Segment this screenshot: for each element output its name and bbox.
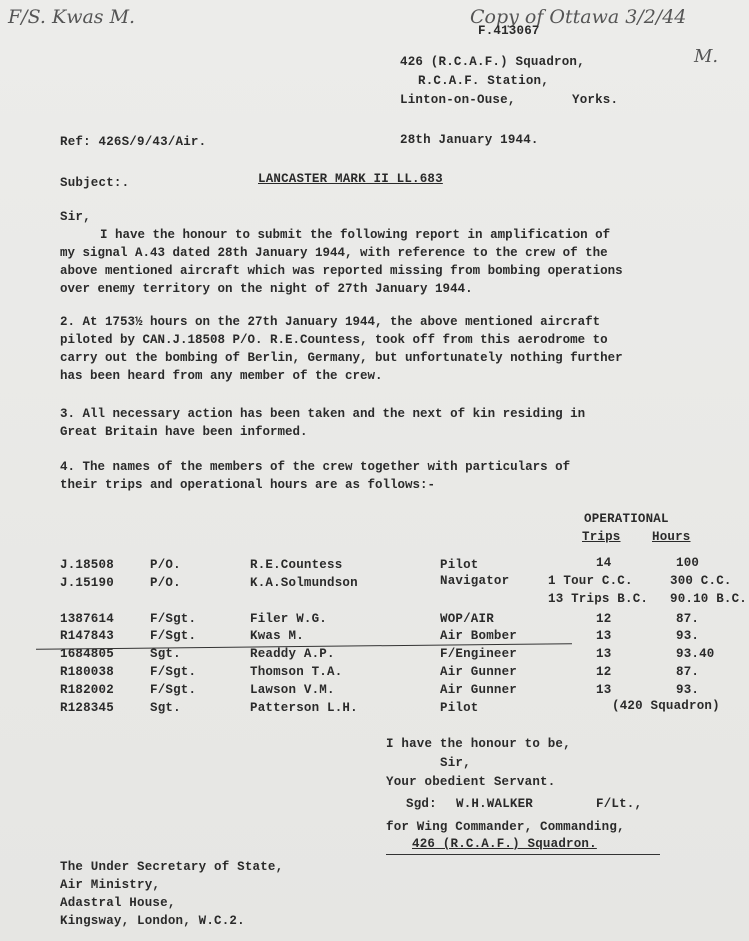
- letter-date: 28th January 1944.: [400, 133, 539, 147]
- crew-trips: 13: [596, 629, 612, 643]
- paragraph-4: [60, 458, 740, 494]
- crew-number: R182002: [60, 683, 114, 697]
- file-number: F.413067: [478, 24, 540, 38]
- crew-hours: 93.: [676, 683, 700, 697]
- crew-rank: Sgt.: [150, 647, 181, 661]
- crew-role: Pilot: [440, 558, 479, 572]
- paragraph-4-line: their trips and operational hours are as follows:-: [60, 478, 436, 492]
- crew-trips: 13 Trips B.C.: [548, 592, 649, 606]
- crew-rank: Sgt.: [150, 701, 181, 715]
- crew-number: 1684805: [60, 647, 114, 661]
- crew-trips: 1 Tour C.C.: [548, 574, 633, 588]
- crew-name: Thomson T.A.: [250, 665, 343, 679]
- handwritten-name: F/S. Kwas M.: [8, 6, 136, 28]
- crew-number: R128345: [60, 701, 114, 715]
- signed-label: Sgd:: [406, 797, 437, 811]
- crew-rank: F/Sgt.: [150, 612, 197, 626]
- crew-role: Air Gunner: [440, 665, 518, 679]
- closing-line-5: for Wing Commander, Commanding,: [386, 820, 625, 834]
- table-header-hours: Hours: [652, 530, 691, 544]
- signer-name: W.H.WALKER: [456, 797, 534, 811]
- crew-number: R147843: [60, 629, 114, 643]
- crew-hours: 93.40: [676, 647, 715, 661]
- crew-rank: P/O.: [150, 558, 181, 572]
- table-header-trips: Trips: [582, 530, 621, 544]
- crew-hours: 90.10 B.C.: [670, 592, 748, 606]
- crew-name: Patterson L.H.: [250, 701, 358, 715]
- crew-hours: 93.: [676, 629, 700, 643]
- crew-trips: 12: [596, 665, 612, 679]
- crew-name: Kwas M.: [250, 629, 304, 643]
- table-header-operational: OPERATIONAL: [584, 512, 669, 526]
- closing-line-1: I have the honour to be,: [386, 737, 571, 751]
- crew-number: J.15190: [60, 576, 114, 590]
- paragraph-2-line: 2. At 1753½ hours on the 27th January 1944, the above mentioned aircraft: [60, 315, 601, 329]
- paragraph-2-line: piloted by CAN.J.18508 P/O. R.E.Countess, took off from this aerodrome to: [60, 333, 608, 347]
- crew-rank: P/O.: [150, 576, 181, 590]
- paragraph-1: [60, 226, 740, 298]
- handwritten-copy-note: Copy of Ottawa 3/2/44: [470, 6, 687, 28]
- crew-name: Readdy A.P.: [250, 647, 335, 661]
- crew-hours: 87.: [676, 612, 700, 626]
- crew-role: F/Engineer: [440, 647, 518, 661]
- crew-hours: 87.: [676, 665, 700, 679]
- reference: Ref: 426S/9/43/Air.: [60, 135, 207, 149]
- paragraph-4-line: 4. The names of the members of the crew together with particulars of: [60, 460, 571, 474]
- subject-label: Subject:.: [60, 176, 130, 190]
- crew-role: Pilot: [440, 701, 479, 715]
- crew-number: 1387614: [60, 612, 114, 626]
- addressee-line: Kingsway, London, W.C.2.: [60, 914, 245, 928]
- addressee-line: The Under Secretary of State,: [60, 860, 284, 874]
- salutation: Sir,: [60, 210, 91, 224]
- paragraph-2-line: has been heard from any member of the crew.: [60, 369, 383, 383]
- crew-trips: (420 Squadron): [612, 699, 720, 713]
- paragraph-2: [60, 313, 740, 385]
- crew-number: J.18508: [60, 558, 114, 572]
- crew-name: K.A.Solmundson: [250, 576, 358, 590]
- paragraph-2-line: carry out the bombing of Berlin, Germany, but unfortunately nothing further: [60, 351, 623, 365]
- address-line-3: Linton-on-Ouse,: [400, 93, 516, 107]
- crew-rank: F/Sgt.: [150, 629, 197, 643]
- crew-role: WOP/AIR: [440, 612, 494, 626]
- paragraph-1-line: above mentioned aircraft which was reported missing from bombing operations: [60, 264, 623, 278]
- paragraph-3: [60, 405, 740, 441]
- address-county: Yorks.: [572, 93, 619, 107]
- paragraph-1-line: my signal A.43 dated 28th January 1944, with reference to the crew of the: [60, 246, 608, 260]
- crew-hours: 300 C.C.: [670, 574, 732, 588]
- crew-role: Air Gunner: [440, 683, 518, 697]
- crew-trips: 13: [596, 683, 612, 697]
- crew-trips: 12: [596, 612, 612, 626]
- crew-trips: 13: [596, 647, 612, 661]
- crew-role: Navigator: [440, 574, 510, 588]
- crew-name: R.E.Countess: [250, 558, 343, 572]
- address-line-2: R.C.A.F. Station,: [418, 74, 549, 88]
- handwritten-initials: M.: [694, 46, 719, 67]
- crew-number: R180038: [60, 665, 114, 679]
- signer-rank: F/Lt.,: [596, 797, 643, 811]
- crew-rank: F/Sgt.: [150, 683, 197, 697]
- addressee-line: Air Ministry,: [60, 878, 161, 892]
- paragraph-3-line: Great Britain have been informed.: [60, 425, 308, 439]
- closing-line-3: Your obedient Servant.: [386, 775, 556, 789]
- paragraph-1-line: I have the honour to submit the following report in amplification of: [100, 228, 611, 242]
- paragraph-1-line: over enemy territory on the night of 27th January 1944.: [60, 282, 473, 296]
- address-line-1: 426 (R.C.A.F.) Squadron,: [400, 55, 585, 69]
- crew-rank: F/Sgt.: [150, 665, 197, 679]
- subject-text: LANCASTER MARK II LL.683: [258, 172, 443, 186]
- crew-name: Filer W.G.: [250, 612, 328, 626]
- crew-hours: 100: [676, 556, 700, 570]
- closing-sir: Sir,: [440, 756, 471, 770]
- crew-trips: 14: [596, 556, 612, 570]
- crew-name: Lawson V.M.: [250, 683, 335, 697]
- signature-rule: [386, 854, 660, 855]
- squadron-line: 426 (R.C.A.F.) Squadron.: [412, 837, 597, 851]
- paragraph-3-line: 3. All necessary action has been taken and the next of kin residing in: [60, 407, 586, 421]
- addressee-line: Adastral House,: [60, 896, 176, 910]
- crew-role: Air Bomber: [440, 629, 518, 643]
